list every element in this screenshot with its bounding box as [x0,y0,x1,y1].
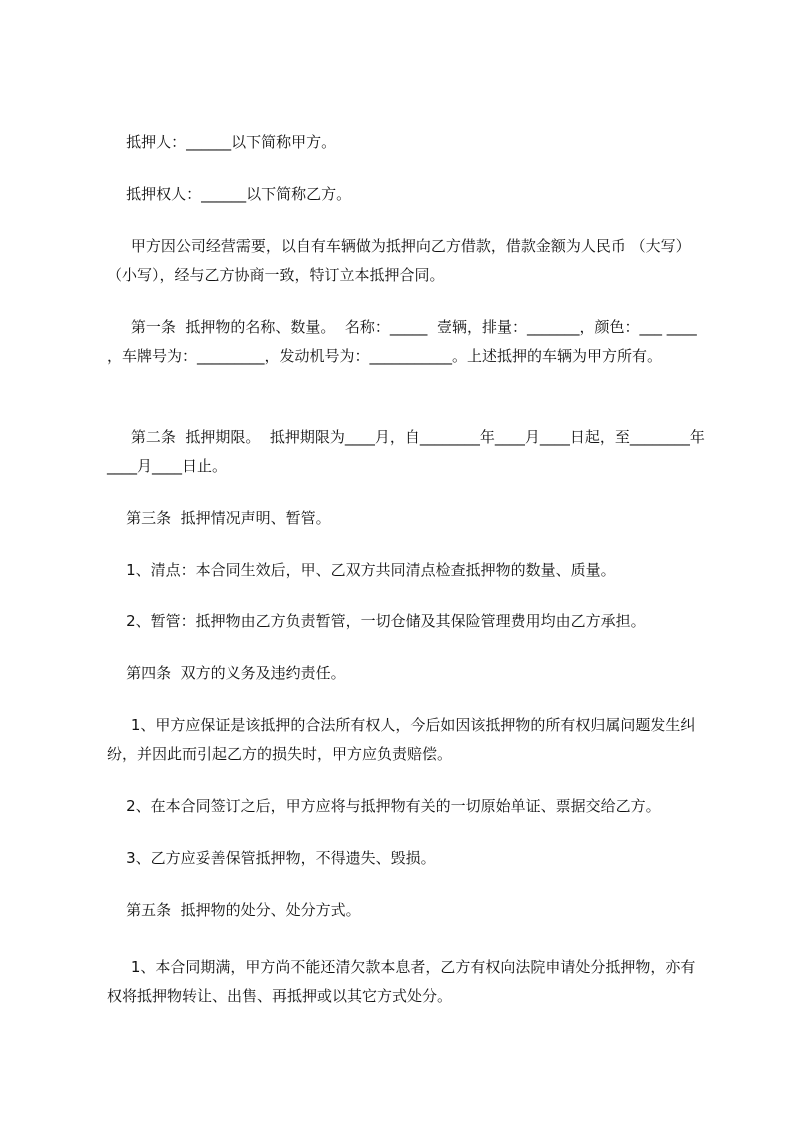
article-2-paragraph: 第二条 抵押期限。 抵押期限为____月，自________年____月____日起，至________年____月____日止。 [107,428,705,475]
article-4-item-1: 1、甲方应保证是该抵押的合法所有权人，今后如因该抵押物的所有权归属问题发生纠纷，并因此而引起乙方的损失时，甲方应负责赔偿。 [107,716,696,763]
article-1-paragraph: 第一条 抵押物的名称、数量。 名称：_____ 壹辆，排量：_______，颜色：___ ____ ，车牌号为：_________，发动机号为：___________。上述抵押的车辆为甲方所有。 [107,318,707,365]
article-4-heading: 第四条 双方的义务及违约责任。 [107,664,346,682]
party-a-line: 抵押人：______以下简称甲方。 [107,133,337,151]
article-5-item-1: 1、本合同期满，甲方尚不能还清欠款本息者，乙方有权向法院申请处分抵押物，亦有权将抵押物转让、出售、再抵押或以其它方式处分。 [107,958,696,1005]
article-4-item-2: 2、在本合同签订之后，甲方应将与抵押物有关的一切原始单证、票据交给乙方。 [107,797,661,815]
article-3-item-1: 1、清点：本合同生效后，甲、乙双方共同清点检查抵押物的数量、质量。 [107,561,616,579]
article-5-heading: 第五条 抵押物的处分、处分方式。 [107,901,361,919]
preamble-paragraph: 甲方因公司经营需要，以自有车辆做为抵押向乙方借款，借款金额为人民币 （大写）（小写），经与乙方协商一致，特订立本抵押合同。 [107,237,691,284]
article-3-item-2: 2、暂管：抵押物由乙方负责暂管，一切仓储及其保险管理费用均由乙方承担。 [107,612,646,630]
party-b-line: 抵押权人：______以下简称乙方。 [107,185,352,203]
article-4-item-3: 3、乙方应妥善保管抵押物，不得遗失、毁损。 [107,849,436,867]
article-3-heading: 第三条 抵押情况声明、暂管。 [107,509,331,527]
